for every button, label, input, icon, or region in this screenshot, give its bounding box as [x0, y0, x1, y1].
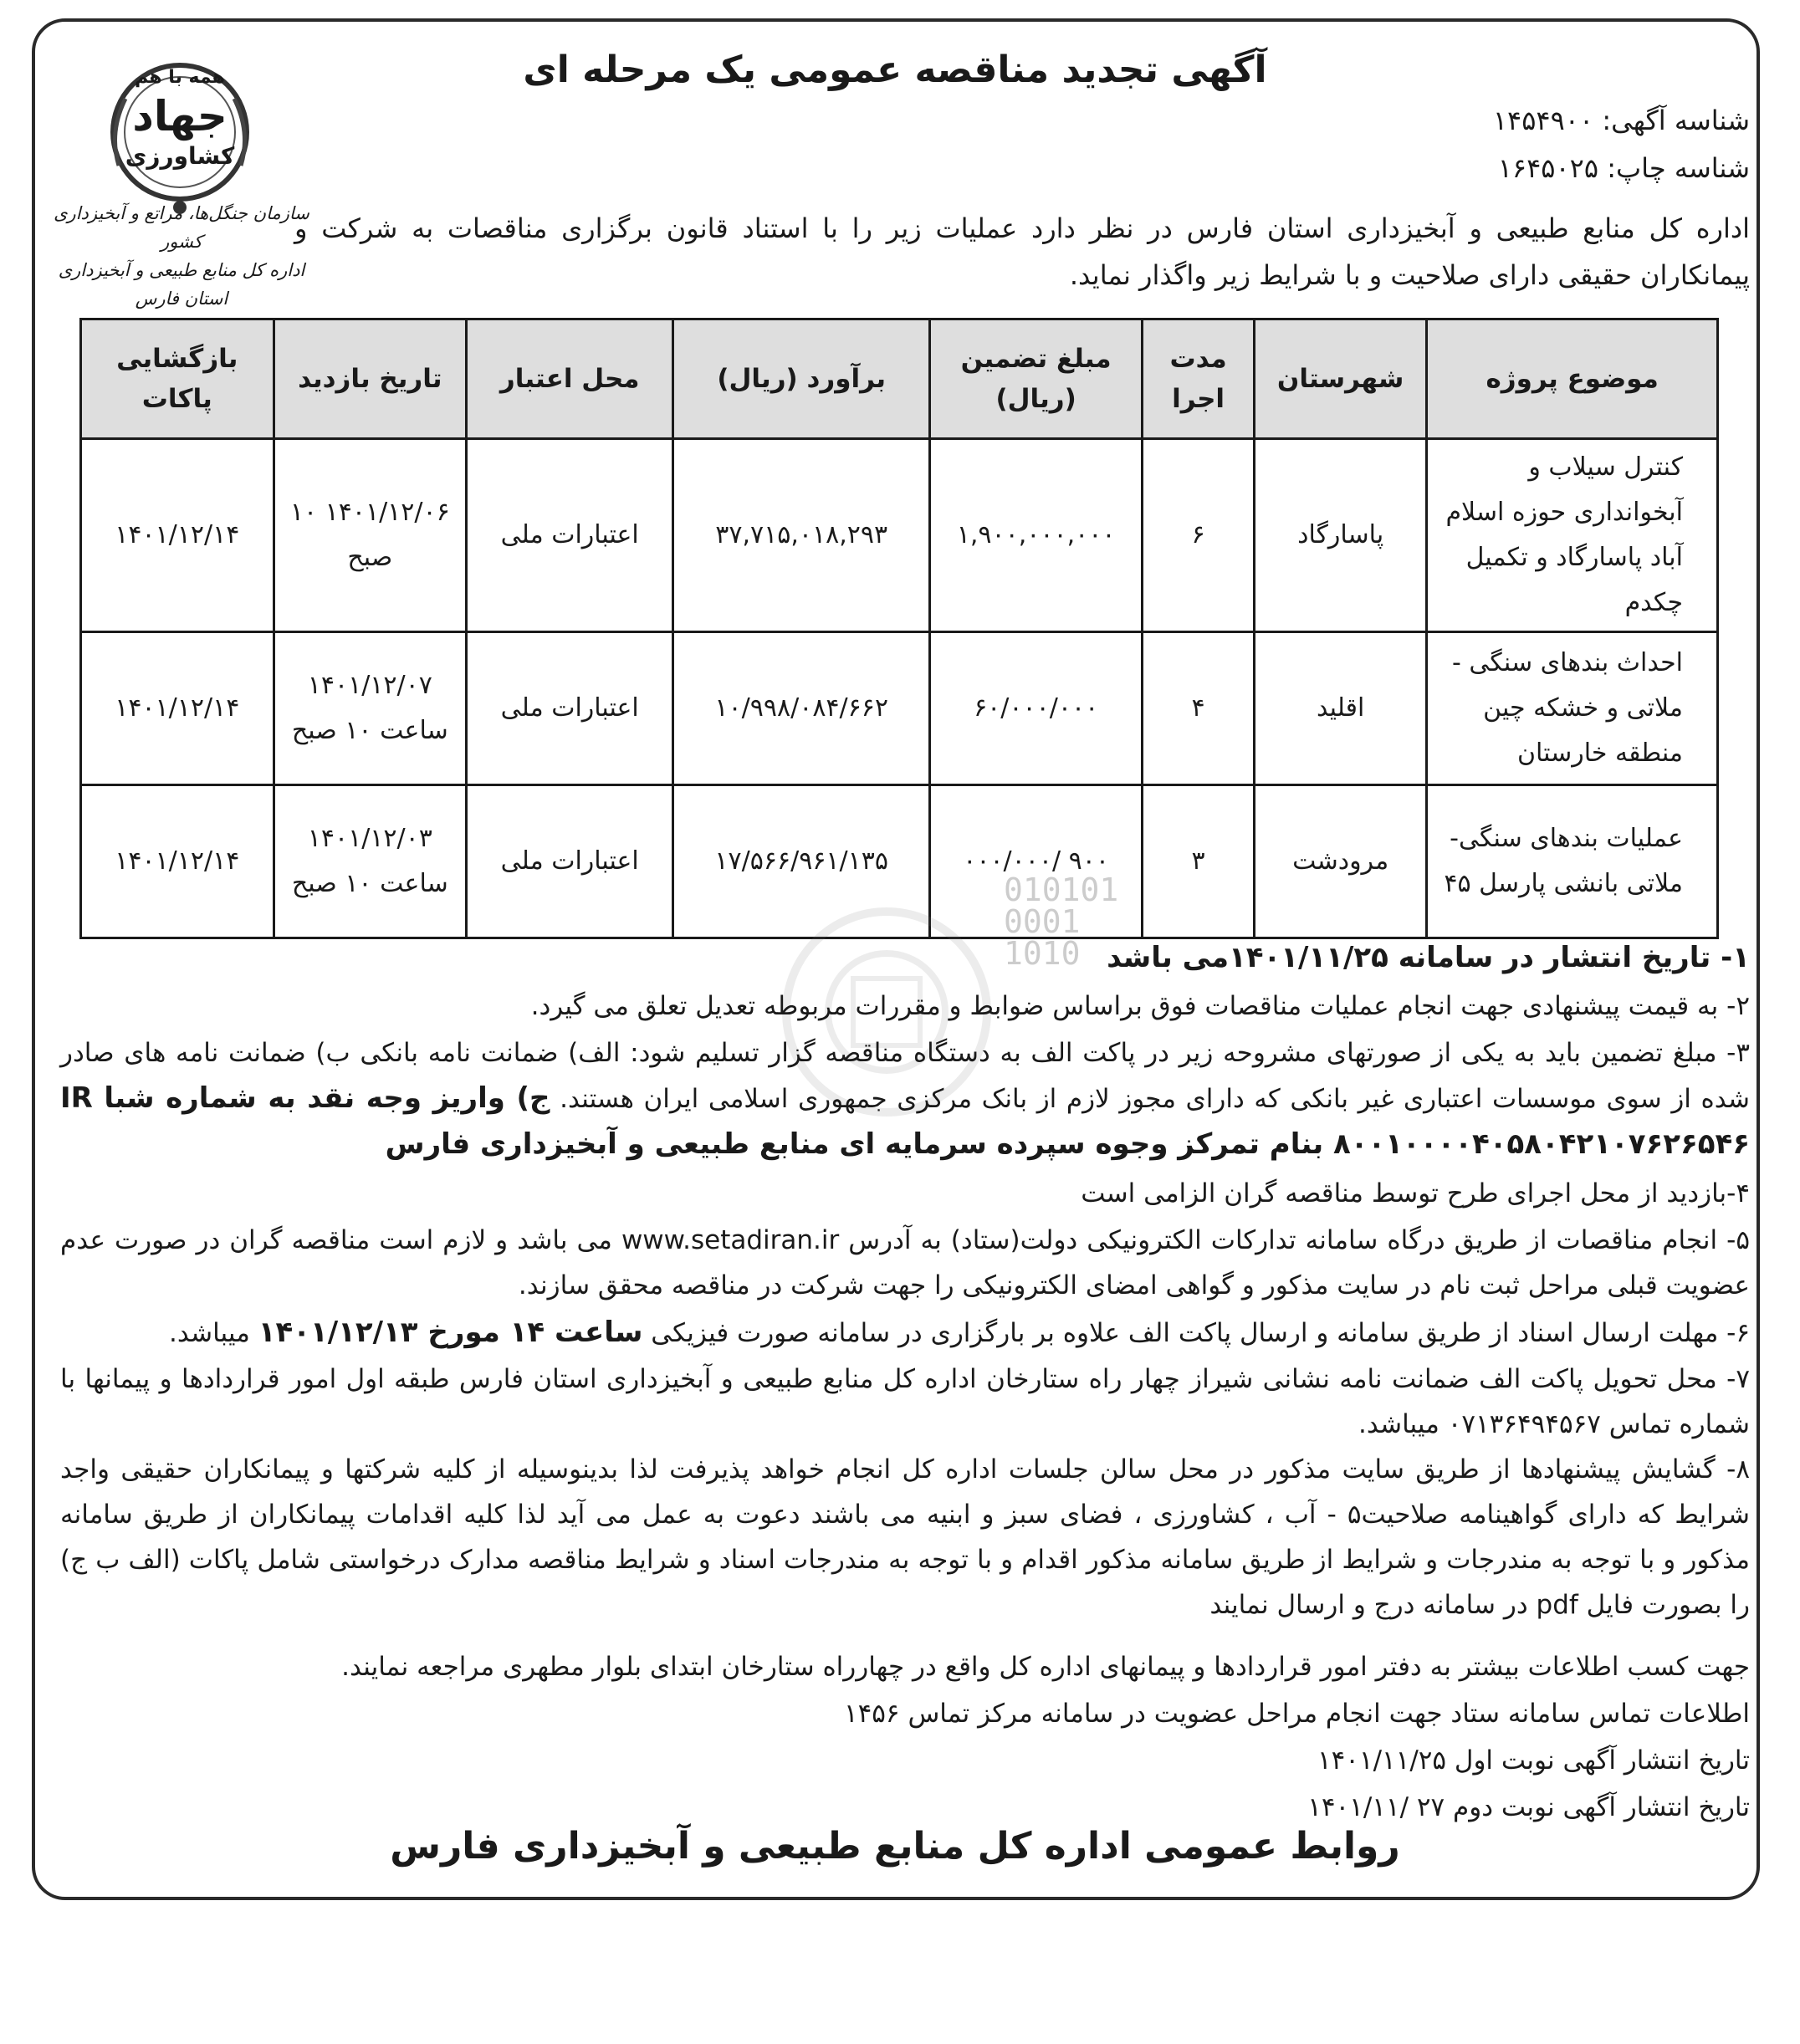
- cell-opening: ۱۴۰۱/۱۲/۱۴: [81, 632, 274, 785]
- tender-table: [79, 318, 1719, 939]
- cell-subject: عملیات بندهای سنگی- ملاتی بانشی پارسل ۴۵: [1427, 785, 1718, 938]
- cell-opening: ۱۴۰۱/۱۲/۱۴: [81, 785, 274, 938]
- logo-caption-line2: اداره کل منابع طبیعی و آبخیزداری استان فارس: [58, 260, 305, 309]
- cell-opening: ۱۴۰۱/۱۲/۱۴: [81, 439, 274, 632]
- logo-top-text: همه با هم: [135, 67, 225, 88]
- table-row: [81, 632, 1718, 785]
- condition-3: [60, 1030, 1750, 1168]
- cell-duration: ۶: [1143, 439, 1255, 632]
- cell-credit: اعتبارات ملی: [467, 785, 673, 938]
- cell-estimate: ۳۷,۷۱۵,۰۱۸,۲۹۳: [673, 439, 930, 632]
- header-opening: بازگشایی پاکات: [81, 319, 274, 439]
- info-line-1: جهت کسب اطلاعات بیشتر به دفتر امور قراردادها و پیمانهای اداره کل واقع در چهارراه ستارخان ابتدای بلوار مطهری مراجعه نمایند.: [341, 1652, 1750, 1682]
- cell-county: اقلید: [1255, 632, 1427, 785]
- condition-7: ۷- محل تحویل پاکت الف ضمانت نامه نشانی شیراز چهار راه ستارخان اداره کل منابع طبیعی و آبخیزداری استان فارس طبقه اول امور قراردادها و پیمانها با شماره تماس ۰۷۱۳۶۴۹۴۵۶۷ میباشد.: [60, 1364, 1750, 1439]
- header-county: شهرستان: [1255, 319, 1427, 439]
- condition-6: [60, 1310, 1750, 1356]
- cell-guarantee: ۹۰۰ /۰۰۰/۰۰۰: [930, 785, 1143, 938]
- print-id: شناسه چاپ: ۱۶۴۵۰۲۵: [1497, 152, 1750, 184]
- cell-county: مرودشت: [1255, 785, 1427, 938]
- table-header-row: [81, 319, 1718, 439]
- cell-duration: ۴: [1143, 632, 1255, 785]
- condition-3-sheba: ج) واریز وجه نقد به شماره شبا IR ۸۰۰۱۰۰۰۰۴۰۵۸۰۴۲۱۰۷۶۲۶۵۴۶ بنام تمرکز وجوه سپرده سرمایه ای منابع طبیعی و آبخیزداری فارس: [60, 1081, 1750, 1161]
- condition-8: ۸- گشایش پیشنهادها از طریق سایت مذکور در محل سالن جلسات اداره کل انجام خواهد پذیرفت لذا بدینوسیله از کلیه شرکتها و پیمانکاران حقیقی واجد شرایط که دارای گواهینامه صلاحیت۵ - آب ، کشاورزی ، فضای سبز و ابنیه می باشند دعوت به عمل می آید لذا کلیه اقدامات پیمانکاران از طریق سامانه مذکور و با توجه به مندرجات و شرایط از طریق سامانه مذکور اقدام و با توجه به مندرجات اسناد و شرایط مناقصه مدارک درخواستی شامل پاکات (الف ب ج) را بصورت فایل pdf در سامانه درج و ارسال نمایند: [60, 1454, 1750, 1620]
- header-guarantee: مبلغ تضمین (ریال): [930, 319, 1143, 439]
- condition-1: ۱- تاریخ انتشار در سامانه ۱۴۰۱/۱۱/۲۵می باشد: [1107, 941, 1750, 974]
- header-credit: محل اعتبار: [467, 319, 673, 439]
- cell-visit: ۱۴۰۱/۱۲/۰۶ ۱۰ صبح: [274, 439, 466, 632]
- condition-6-deadline: ساعت ۱۴ مورخ ۱۴۰۱/۱۲/۱۳: [258, 1316, 643, 1349]
- condition-5: ۵- انجام مناقصات از طریق درگاه سامانه تدارکات الکترونیکی دولت(ستاد) به آدرس www.setadiran.ir می باشد و لازم است مناقصه گران در صورت عدم عضویت قبلی مراحل ثبت نام در سایت مذکور و گواهی امضای الکترونیکی را جهت شرکت در مناقصه محقق سازند.: [60, 1225, 1751, 1300]
- ad-id: شناسه آگهی: ۱۴۵۴۹۰۰: [1492, 105, 1750, 136]
- cell-subject: کنترل سیلاب و آبخوانداری حوزه اسلام آباد پاسارگاد و تکمیل چکدم: [1427, 439, 1718, 632]
- watermark-digit-line: 1010: [1004, 935, 1081, 972]
- watermark-digit-line: 0001: [1004, 903, 1081, 940]
- info-line-2: اطلاعات تماس سامانه ستاد جهت انجام مراحل عضویت در سامانه مرکز تماس ۱۴۵۶: [843, 1699, 1750, 1729]
- cell-guarantee: ۱,۹۰۰,۰۰۰,۰۰۰: [930, 439, 1143, 632]
- logo-main-text: جهاد: [132, 92, 228, 141]
- header-subject: موضوع پروژه: [1427, 319, 1718, 439]
- condition-6-end: میباشد.: [168, 1318, 258, 1348]
- header-duration: مدت اجرا: [1143, 319, 1255, 439]
- footer-signature: روابط عمومی اداره کل منابع طبیعی و آبخیزداری فارس: [390, 1825, 1400, 1868]
- watermark-digit-line: 010101: [1004, 871, 1119, 908]
- logo-caption-line1: سازمان جنگل‌ها، مراتع و آبخیزداری کشور: [54, 203, 309, 252]
- cell-visit: ۱۴۰۱/۱۲/۰۳ ساعت ۱۰ صبح: [274, 785, 466, 938]
- cell-estimate: ۱۷/۵۶۶/۹۶۱/۱۳۵: [673, 785, 930, 938]
- intro-paragraph: اداره کل منابع طبیعی و آبخیزداری استان فارس در نظر دارد عملیات زیر را با استناد قانون برگزاری مناقصات به شرکت و پیمانکاران حقیقی دارای صلاحیت و با شرایط زیر واگذار نماید.: [294, 212, 1750, 291]
- condition-3-text: ۳- مبلغ تضمین باید به یکی از صورتهای مشروحه زیر در پاکت الف به دستگاه مناقصه گزار تسلیم شود: الف) ضمانت نامه بانکی ب) ضمانت نامه های صادر شده از سوی موسسات اعتباری غیر بانکی که دارای مجوز لازم از بانک مرکزی جمهوری اسلامی ایران هستند.: [60, 1038, 1751, 1114]
- cell-credit: اعتبارات ملی: [467, 632, 673, 785]
- publication-date-1: تاریخ انتشار آگهی نوبت اول ۱۴۰۱/۱۱/۲۵: [1317, 1745, 1750, 1776]
- condition-2: ۲- به قیمت پیشنهادی جهت انجام عملیات مناقصات فوق براساس ضوابط و مقررات مربوطه تعدیل تعلق می گیرد.: [530, 991, 1750, 1021]
- cell-visit: ۱۴۰۱/۱۲/۰۷ ساعت ۱۰ صبح: [274, 632, 466, 785]
- page-title: آگهی تجدید مناقصه عمومی یک مرحله ای: [523, 49, 1267, 91]
- cell-county: پاسارگاد: [1255, 439, 1427, 632]
- condition-6-text: ۶- مهلت ارسال اسناد از طریق سامانه و ارسال پاکت الف علاوه بر بارگزاری در سامانه صورت فیزیکی: [642, 1318, 1750, 1348]
- condition-4: ۴-بازدید از محل اجرای طرح توسط مناقصه گران الزامی است: [1081, 1178, 1750, 1209]
- header-visit: تاریخ بازدید: [274, 319, 466, 439]
- table-row: [81, 439, 1718, 632]
- cell-credit: اعتبارات ملی: [467, 439, 673, 632]
- logo-caption: [52, 199, 311, 313]
- cell-estimate: ۱۰/۹۹۸/۰۸۴/۶۶۲: [673, 632, 930, 785]
- cell-subject: احداث بندهای سنگی - ملاتی و خشکه چین منطقه خارستان: [1427, 632, 1718, 785]
- cell-duration: ۳: [1143, 785, 1255, 938]
- cell-guarantee: ۶۰/۰۰۰/۰۰۰: [930, 632, 1143, 785]
- logo-bottom-text: کشاورزی: [125, 142, 235, 170]
- header-estimate: برآورد (ریال): [673, 319, 930, 439]
- publication-date-2: تاریخ انتشار آگهی نوبت دوم ۲۷ /۱۴۰۱/۱۱: [1307, 1792, 1750, 1822]
